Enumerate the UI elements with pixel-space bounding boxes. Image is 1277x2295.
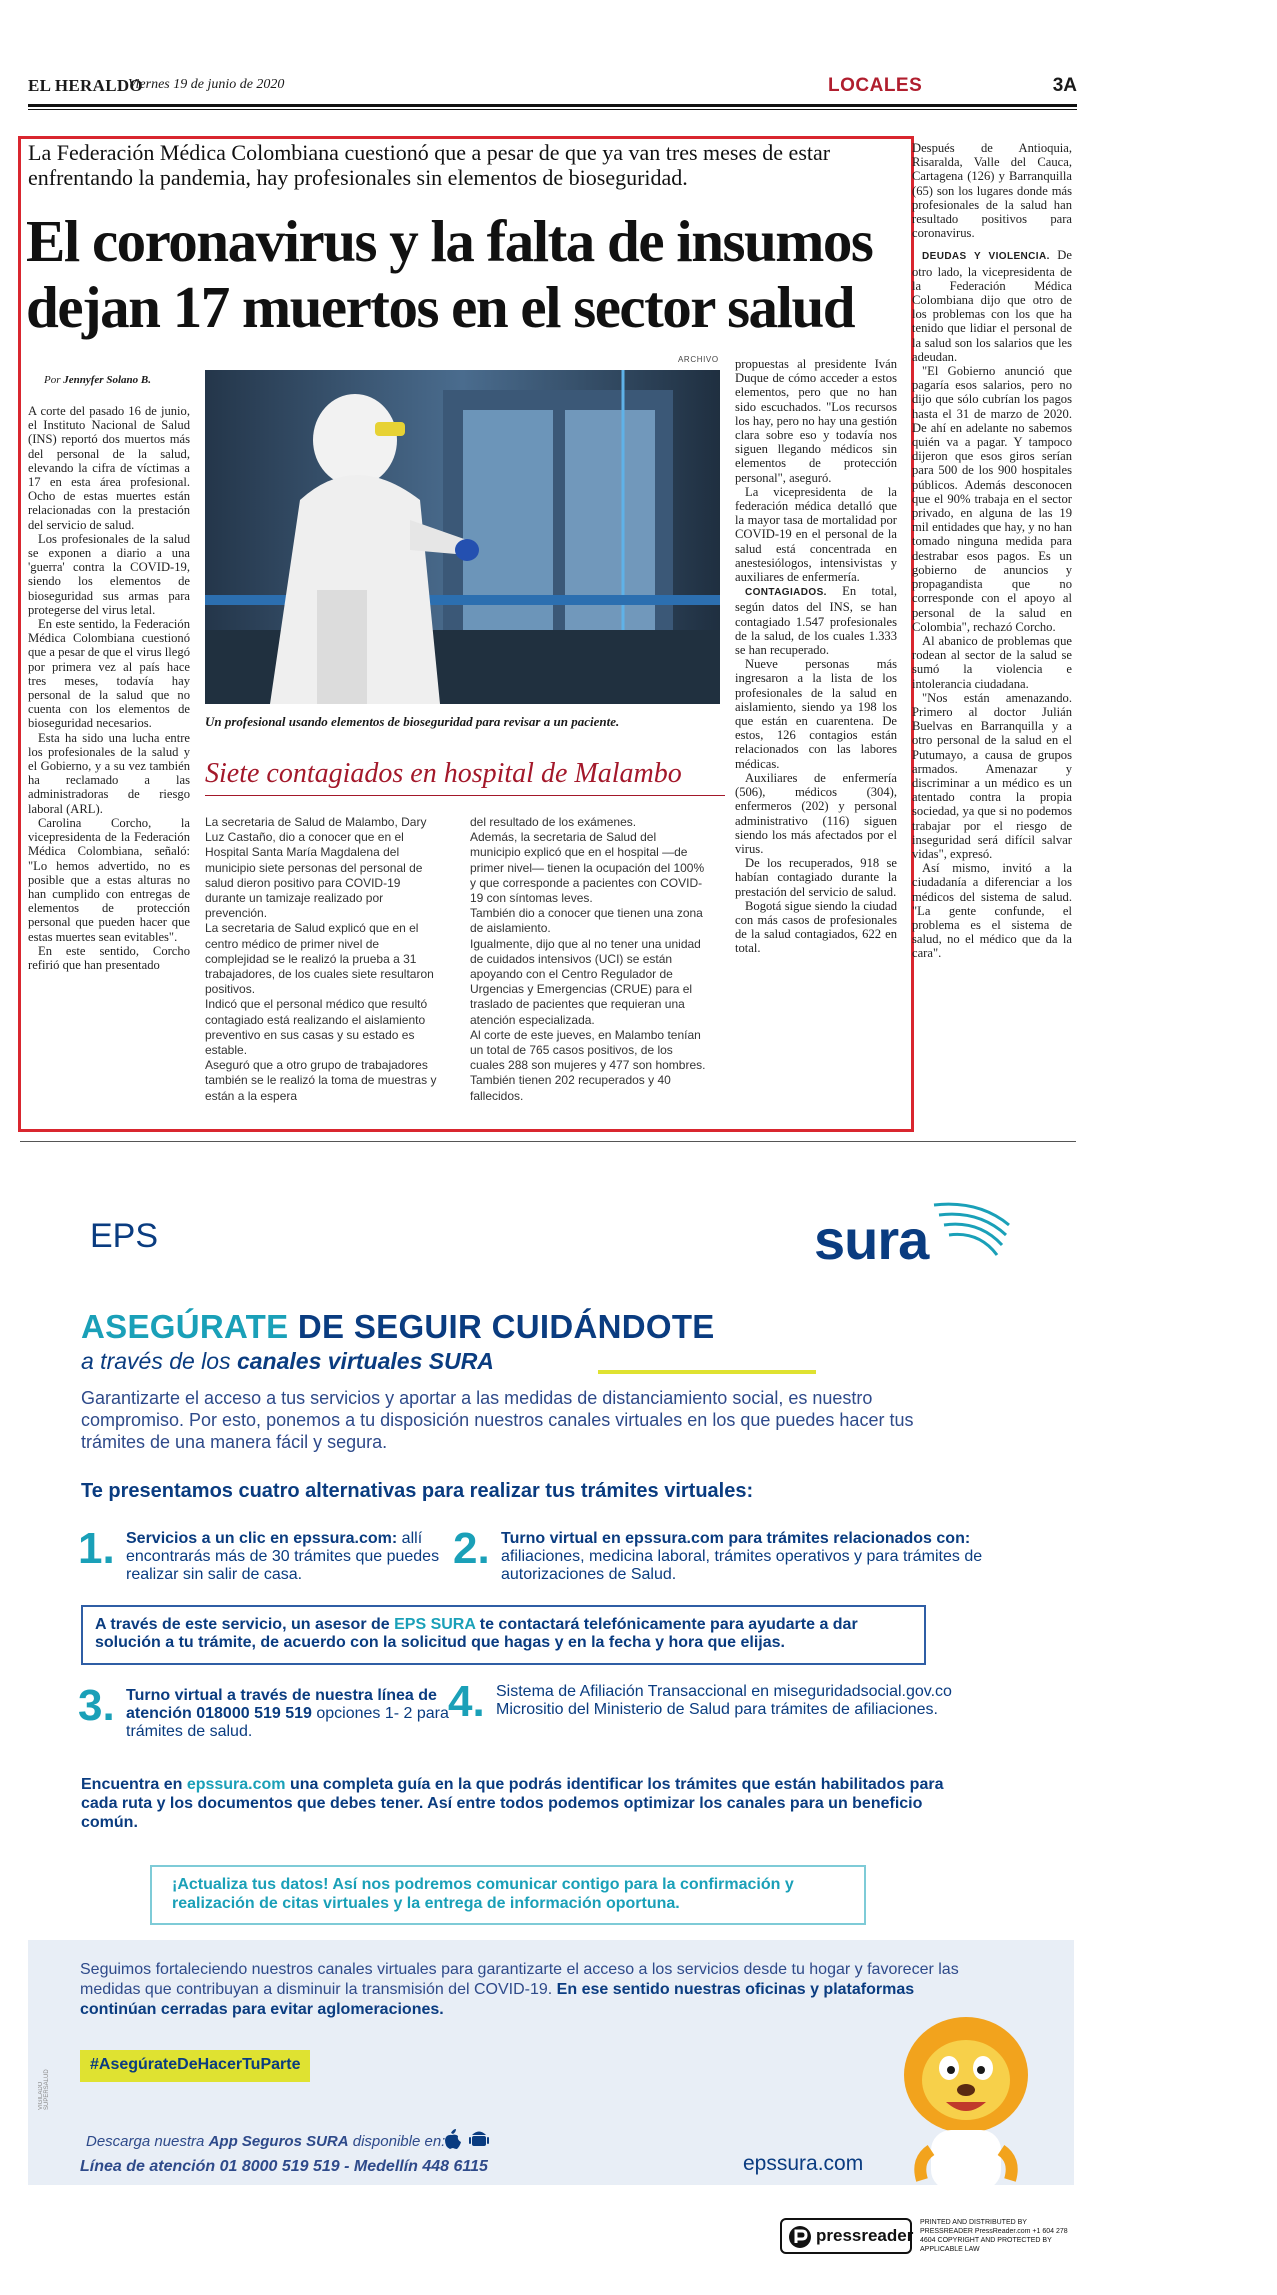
- pressreader-badge: [780, 2218, 1080, 2258]
- ad-subtitle-bold: canales virtuales SURA: [236, 1348, 494, 1374]
- paragraph: "El Gobierno anunció que pagaría esos salarios, pero no dijo que sólo cubrían los pagos hasta el 31 de marzo de 2020. De ahí en adelante no sabemos quién va a pagar. Y tampoco dijeron que esos giros serían para 500 de los 900 hospitales públicos. Además desconocen que el 90% trabaja en el sector privado, en alguna de las 19 mil entidades que hay, y no han tomado ninguna medida para destrabar esos pagos. Es un gobierno de anuncios y propagandista que no corresponde con el apoyo al personal de la salud en Colombia", rechazó Corcho.: [912, 364, 1072, 634]
- guide-text: [81, 1775, 961, 1832]
- alternatives-title: Te presentamos cuatro alternativas para realizar tus trámites virtuales:: [81, 1480, 754, 1502]
- option-detail: opciones 1- 2 para trámites de salud.: [126, 1705, 449, 1740]
- paragraph: "Nos están amenazando. Primero al doctor Julián Buelvas en Barranquilla y a otro personal de la salud en el Putumayo, a causa de grupos armados. Amenazar y discriminar a un médico es un atentado contra la propia sociedad, ya que si no podemos trabajar por el riesgo de inseguridad será difícil salvar vidas", expresó.: [912, 690, 1072, 861]
- paragraph: [735, 584, 897, 657]
- guide-text-start: Encuentra en: [81, 1776, 187, 1793]
- article-column-1: [28, 404, 190, 972]
- mascot-illustration: [886, 2010, 1046, 2195]
- apple-android-icon: [442, 2128, 492, 2150]
- paragraph: La vicepresidenta de la federación médica detalló que la mayor tasa de mortalidad por COVID-19 en el personal de la salud está concentrada en anestesiólogos, intensivistas y auxiliares de enfermería.: [735, 484, 897, 585]
- app-download-line: [86, 2133, 445, 2150]
- paragraph: A corte del pasado 16 de junio, el Instituto Nacional de Salud (INS) reportó dos muertos más del personal de la salud, elevando la cifra de víctimas a 17 en esta área profesional. Ocho de estas muertes están relacionadas con la prestación del servicio de salud.: [28, 404, 190, 532]
- ad-intro: Garantizarte el acceso a tus servicios y aportar a las medidas de distanciamiento social, es nuestro compromiso. Por esto, ponemos a tu disposición nuestros canales virtuales en los que puedes hacer tus trámites de una manera fácil y segura.: [81, 1388, 914, 1452]
- lion-mascot-icon: [886, 2010, 1046, 2195]
- option-bold: Turno virtual a través de nuestra línea de atención 018000 519 519: [126, 1687, 437, 1722]
- paragraph-text: De otro lado, la vicepresidenta de la Federación Médica Colombiana dijo que otro de los problemas con los que ha tenido que lidiar el personal de la salud son los salarios que les adeudan.: [912, 248, 1072, 364]
- guide-link: epssura.com: [186, 1776, 286, 1793]
- callback-info-box: [81, 1605, 926, 1665]
- paragraph: Así mismo, invitó a la ciudadanía a diferenciar a los médicos del sistema de salud. "La gente confunde, el problema es el sistema de salud, no el médico que da la cara".: [912, 861, 1072, 961]
- paragraph: Nueve personas más ingresaron a la lista de los profesionales de la salud en aislamiento, siendo ya 198 los que están en cuarentena. De estos, 126 contagios están relacionados con las labores médicas.: [735, 657, 897, 771]
- eps-label: EPS: [90, 1217, 159, 1255]
- paragraph: Después de Antioquia, Risaralda, Valle del Cauca, Cartagena (126) y Barranquilla (65) son los lugares donde más profesionales de la salud han resultado positivos para coronavirus.: [912, 141, 1072, 241]
- download-text: Descarga nuestra: [86, 2133, 209, 2150]
- option-number: 1.: [78, 1524, 115, 1573]
- pressreader-icon: [787, 2224, 813, 2250]
- ad-footer-panel: [28, 1940, 1074, 2185]
- ad-headline-accent: ASEGÚRATE: [81, 1308, 289, 1345]
- box-accent: EPS SURA: [394, 1616, 476, 1633]
- sura-logo: [814, 1195, 1014, 1275]
- article-photo: [205, 370, 720, 704]
- article-headline: El coronavirus y la falta de insumos dejan 17 muertos en el sector salud: [26, 208, 873, 340]
- option-number: 3.: [78, 1681, 115, 1730]
- subtitle-underline: [598, 1370, 816, 1374]
- ad-headline: [81, 1308, 715, 1346]
- sura-advertisement: [28, 1165, 1074, 2185]
- option-text: [501, 1530, 1021, 1584]
- paragraph: En este sentido, la Federación Médica Colombiana cuestionó que a pesar de que el virus llegó por primera vez al país hace tres meses, todavía hay personal de la salud que no cuenta con los elementos de bioseguridad necesarios.: [28, 617, 190, 731]
- option-detail: allí encontrarás más de 30 trámites que puedes realizar sin salir de casa.: [126, 1530, 440, 1583]
- paragraph: Esta ha sido una lucha entre los profesionales de la salud y el Gobierno, y a su vez también ha reclamado a las administradoras de riesgo laboral (ARL).: [28, 730, 190, 816]
- footer-bold: En ese sentido nuestras oficinas y plataformas continúan cerradas para evitar aglomeraciones.: [80, 1981, 915, 2018]
- page-number: 3A: [1052, 75, 1077, 96]
- option-number: 4.: [448, 1677, 485, 1726]
- app-store-icons: [442, 2128, 492, 2155]
- footer-text: Seguimos fortaleciendo nuestros canales virtuales para garantizarte el acceso a los servicios desde tu hogar y favorecer las medidas que contribuyan a disminuir la transmisión del COVID-19.: [80, 1961, 959, 1998]
- option-bold: Turno virtual en epssura.com para trámites relacionados con:: [501, 1530, 971, 1547]
- ad-subtitle-text: a través de los: [81, 1348, 237, 1374]
- paragraph: En este sentido, Corcho refirió que han presentado: [28, 943, 190, 972]
- option-bold: Servicios a un clic en epssura.com:: [126, 1530, 398, 1547]
- paragraph-text: En total, según datos del INS, se han contagiado 1.547 profesionales de la salud, de los cuales 1.333 se han recuperado.: [735, 584, 897, 658]
- sidebar-title: Siete contagiados en hospital de Malambo: [205, 758, 682, 789]
- pressreader-fine-print: PRINTED AND DISTRIBUTED BY PRESSREADER PressReader.com +1 604 278 4604 COPYRIGHT AND PROTECTED BY APPLICABLE LAW: [920, 2219, 1068, 2253]
- phone-line: Línea de atención 01 8000 519 519 - Medellín 448 6115: [80, 2158, 488, 2175]
- app-name: App Seguros SURA: [208, 2133, 349, 2150]
- byline-prefix: Por: [44, 374, 61, 386]
- masthead: [28, 74, 1077, 104]
- ad-headline-rest: DE SEGUIR CUIDÁNDOTE: [288, 1308, 715, 1345]
- article-deck: La Federación Médica Colombiana cuestionó que a pesar de que ya van tres meses de estar enfrentando la pandemia, hay profesionales sin elementos de bioseguridad.: [28, 140, 831, 190]
- pressreader-name: pressreader: [816, 2226, 914, 2245]
- box-text: A través de este servicio, un asesor de: [95, 1616, 395, 1633]
- option-text: [496, 1683, 996, 1719]
- paragraph: Al abanico de problemas que rodean al sector de la salud se sumó la violencia e intolerancia ciudadana.: [912, 633, 1072, 691]
- photo-caption: Un profesional usando elementos de bioseguridad para revisar a un paciente.: [205, 714, 620, 729]
- paragraph: [912, 248, 1072, 364]
- footer-paragraph: [80, 1960, 960, 2020]
- ad-subtitle: [81, 1348, 494, 1375]
- pressreader-logo: [780, 2218, 912, 2254]
- option-text: [126, 1530, 456, 1584]
- subhead: DEUDAS Y VIOLENCIA.: [922, 251, 1050, 263]
- vigilado-supersalud-mark: VIGILADO SUPERSALUD: [38, 2069, 50, 2110]
- option-detail: Sistema de Afiliación Transaccional en miseguridadsocial.gov.co Micrositio del Ministerio de Salud para trámites de afiliaciones.: [496, 1683, 952, 1718]
- sidebar-column-1: La secretaria de Salud de Malambo, Dary Luz Castaño, dio a conocer que en el Hospital Santa María Magdalena del municipio siete personas del personal de salud dieron positivo para COVID-19 durante un tamizaje realizado por prevención. La secretaria de Salud explicó que en el centro médico de primer nivel de complejidad se le realizó la prueba a 31 trabajadores, de los cuales siete resultaron positivos. Indicó que el personal médico que resultó contagiado está realizando el aislamiento preventivo en sus casas y su estado es estable. Aseguró que a otro grupo de trabajadores también se le realizó la toma de muestras y están a la espera: [205, 815, 437, 1103]
- header-rule: [28, 104, 1077, 107]
- paragraph: Auxiliares de enfermería (506), médicos (304), enfermeros (202) y personal administrativo (116) siguen siendo los más afectados por el virus.: [735, 770, 897, 856]
- option-detail: afiliaciones, medicina laboral, trámites operativos y para trámites de autorizaciones de Salud.: [501, 1548, 983, 1583]
- health-worker-photo-illustration: [205, 370, 720, 704]
- guide-text-rest: una completa guía en la que podrás identificar los trámites que están habilitados para cada ruta y los documentos que debes tener. Así entre todos podemos optimizar los canales para un beneficio común.: [81, 1776, 944, 1831]
- download-text-end: disponible en:: [348, 2133, 446, 2150]
- option-number: 2.: [453, 1524, 490, 1573]
- sidebar-column-2: del resultado de los exámenes. Además, la secretaria de Salud del municipio explicó que en el hospital —de primer nivel— tienen la ocupación del 100% y que corresponde a pacientes con COVID-19 con síntomas leves. También dio a conocer que tienen una zona de aislamiento. Igualmente, dijo que al no tener una unidad de cuidados intensivos (UCI) se están apoyando con el Centro Regulador de Urgencias y Emergencias (CRUE) para el traslado de pacientes que requieran una atención especializada. Al corte de este jueves, en Malambo tenían un total de 765 casos positivos, de los cuales 288 son mujeres y 477 son hombres. También tienen 202 recuperados y 40 fallecidos.: [470, 815, 706, 1103]
- paragraph: Los profesionales de la salud se exponen a diario a una 'guerra' contra la COVID-19, siendo los elementos de bioseguridad sus armas para protegerse del virus letal.: [28, 531, 190, 617]
- website-link[interactable]: epssura.com: [743, 2152, 864, 2175]
- paragraph: propuestas al presidente Iván Duque de cómo acceder a estos elementos, pero que no han sido escuchados. "Los recursos los hay, pero no hay una gestión clara sobre eso y todavía nos siguen llegando médicos sin elementos de protección personal", aseguró.: [735, 357, 897, 485]
- sura-logo-text: sura: [814, 1208, 929, 1271]
- box-text-rest: te contactará telefónicamente para ayudarte a dar solución a tu trámite, de acuerdo con la solicitud que hagas y en la fecha y hora que elijas.: [95, 1616, 858, 1651]
- update-data-box: ¡Actualiza tus datos! Así nos podremos comunicar contigo para la confirmación y realización de citas virtuales y la entrega de información oportuna.: [150, 1865, 866, 1925]
- article-column-4: [912, 141, 1072, 961]
- photo-credit: ARCHIVO: [678, 355, 719, 364]
- paragraph: Carolina Corcho, la vicepresidenta de la Federación Médica Colombiana, señaló: "Lo hemos advertido, no es posible que a estas alturas no han cumplido con entregas de elementos de protección personal que pueden hacer que estas muertes sean evitables".: [28, 815, 190, 944]
- byline: [44, 374, 151, 386]
- page-divider: [20, 1141, 1076, 1142]
- article-column-3: [735, 357, 897, 956]
- hashtag-badge: #AsegúrateDeHacerTuParte: [80, 2050, 310, 2082]
- byline-author: Jennyfer Solano B.: [63, 374, 151, 386]
- paragraph: Bogotá sigue siendo la ciudad con más casos de profesionales de la salud contagiados, 622 en total.: [735, 898, 897, 956]
- newspaper-name: EL HERALDO: [28, 76, 143, 95]
- sidebar-rule: [205, 795, 725, 796]
- paragraph: De los recuperados, 918 se habían contagiado durante la prestación del servicio de salud.: [735, 856, 897, 899]
- option-text: [126, 1687, 456, 1741]
- issue-date: Viernes 19 de junio de 2020: [128, 77, 285, 92]
- section-name: LOCALES: [828, 75, 923, 96]
- subhead: CONTAGIADOS.: [745, 587, 827, 599]
- header-rule-thin: [28, 109, 1077, 110]
